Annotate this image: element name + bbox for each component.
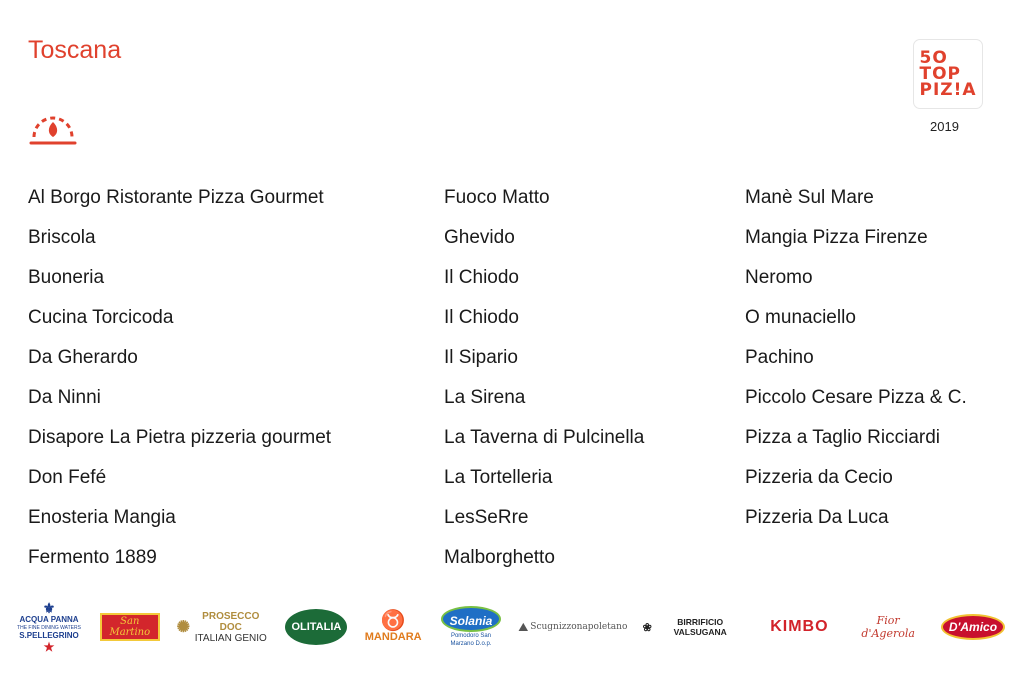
list-item: Da Gherardo: [28, 347, 138, 368]
sponsor-text: MANDARA: [364, 631, 422, 643]
buffalo-icon: ♉: [380, 610, 406, 632]
sponsor-text: Solania: [441, 606, 501, 632]
sponsor-fior-dagerola-logo: Fior d'Agerola: [861, 614, 915, 640]
list-item: Pizzeria Da Luca: [745, 507, 889, 528]
list-item: Briscola: [28, 227, 96, 248]
pizzeria-list-column-1: [28, 184, 331, 584]
sponsor-text: S.PELLEGRINO: [19, 631, 79, 640]
sponsor-kimbo-logo: KIMBO: [770, 618, 829, 635]
page-title: Toscana: [28, 36, 122, 64]
sponsor-text: PROSECCO DOC: [202, 610, 260, 633]
logo-text: 5O TOP PIZ!A: [919, 48, 977, 100]
list-item: Fermento 1889: [28, 547, 157, 568]
list-item: Disapore La Pietra pizzeria gourmet: [28, 427, 332, 448]
list-item: La Tortelleria: [444, 467, 553, 488]
list-item: Enosteria Mangia: [28, 507, 176, 528]
sponsor-damico-logo: D'Amico: [941, 614, 1005, 640]
list-item: Cucina Torcicoda: [28, 307, 174, 328]
list-item: Pachino: [745, 347, 814, 368]
list-item: Ghevido: [444, 227, 515, 248]
list-item: Piccolo Cesare Pizza & C.: [745, 387, 967, 408]
figure-icon: ⛰: [518, 619, 529, 634]
sponsor-text: THE FINE DINING WATERS: [17, 625, 81, 631]
list-item: Al Borgo Ristorante Pizza Gourmet: [28, 187, 324, 208]
sponsor-solania-logo: [439, 606, 503, 648]
sponsor-acqua-panna-logo: [15, 601, 83, 653]
year-label: 2019: [930, 119, 959, 134]
sponsor-text: BIRRIFICIO VALSUGANA: [673, 617, 727, 637]
list-item: Manè Sul Mare: [745, 187, 874, 208]
sponsor-bar: [15, 598, 1005, 656]
sponsor-san-martino-logo: San Martino: [100, 613, 160, 641]
list-item: O munaciello: [745, 307, 856, 328]
sponsor-olitalia-logo: OLITALIA: [285, 609, 347, 645]
list-item: Buoneria: [28, 267, 105, 288]
list-item: Il Sipario: [444, 347, 518, 368]
pizzeria-list-column-3: [745, 184, 967, 544]
list-item: Fuoco Matto: [444, 187, 550, 208]
sun-icon: ✺: [176, 618, 190, 636]
star-icon: ★: [43, 640, 55, 654]
sponsor-text: ITALIAN GENIO: [194, 632, 267, 644]
list-item: Mangia Pizza Firenze: [745, 227, 928, 248]
list-item: Pizzeria da Cecio: [745, 467, 893, 488]
hop-icon: ❀: [642, 621, 652, 634]
pizza-oven-icon: [28, 110, 78, 146]
sponsor-prosecco-logo: [177, 611, 269, 644]
list-item: Pizza a Taglio Ricciardi: [745, 427, 941, 448]
list-item: Don Fefé: [28, 467, 107, 488]
list-item: La Sirena: [444, 387, 526, 408]
list-item: Il Chiodo: [444, 267, 519, 288]
sponsor-mandara-logo: [364, 611, 422, 643]
list-item: Da Ninni: [28, 387, 101, 408]
list-item: Il Chiodo: [444, 307, 519, 328]
sponsor-text: Scugnizzonapoletano: [530, 622, 628, 632]
sponsor-text: ACQUA PANNA: [19, 615, 79, 624]
list-item: Malborghetto: [444, 547, 555, 568]
sponsor-scugnizzo-logo: [520, 620, 626, 635]
list-item: La Taverna di Pulcinella: [444, 427, 645, 448]
top-pizza-logo: [913, 39, 983, 109]
list-item: Neromo: [745, 267, 813, 288]
pizzeria-list-column-2: [444, 184, 644, 584]
sponsor-birrificio-logo: [643, 617, 747, 637]
list-item: LesSeRre: [444, 507, 529, 528]
fleur-de-lis-icon: ⚜: [42, 600, 56, 616]
sponsor-text: Pomodoro San Marzano D.o.p.: [450, 633, 492, 647]
